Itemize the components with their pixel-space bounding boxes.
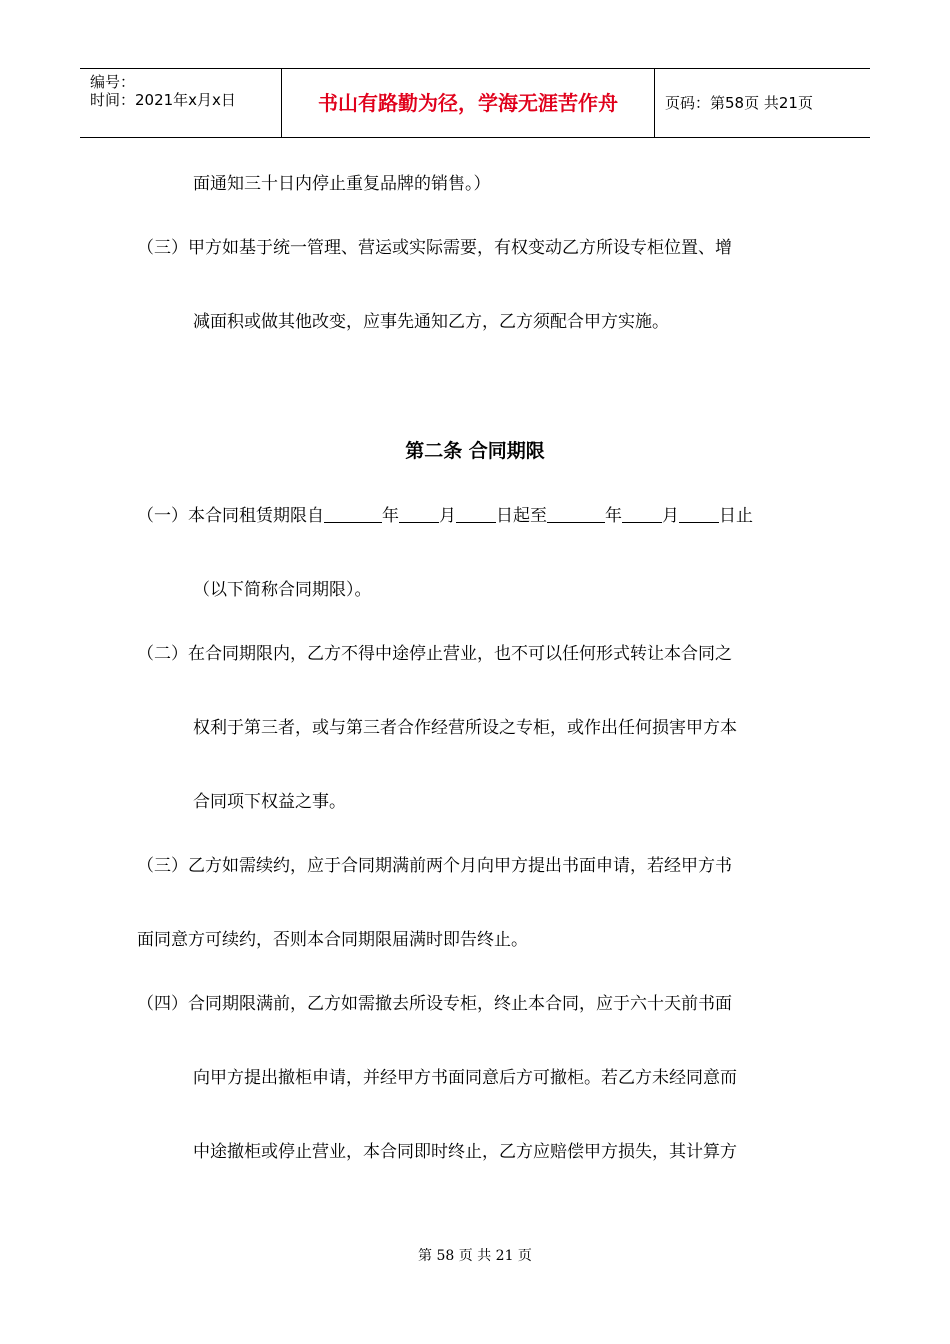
clause-term-line bbox=[137, 504, 753, 528]
paragraph-line: （三）甲方如基于统一管理、营运或实际需要，有权变动乙方所设专柜位置、增 bbox=[137, 238, 732, 258]
year-label: 年 bbox=[605, 506, 622, 526]
document-header bbox=[80, 68, 870, 138]
document-date-label: 时间：2021年x月x日 bbox=[90, 91, 236, 109]
header-page-cell bbox=[655, 69, 870, 137]
paragraph-line: 合同项下权益之事。 bbox=[193, 792, 346, 812]
year-label: 年 bbox=[382, 506, 399, 526]
header-motto: 书山有路勤为径，学海无涯苦作舟 bbox=[318, 91, 618, 115]
section-title: 第二条 合同期限 bbox=[405, 440, 545, 462]
blank-field[interactable] bbox=[622, 504, 662, 523]
paragraph-line: （四）合同期限满前，乙方如需撤去所设专柜，终止本合同，应于六十天前书面 bbox=[137, 994, 732, 1014]
document-number-label: 编号： bbox=[90, 73, 136, 91]
paragraph-line: （以下简称合同期限）。 bbox=[193, 580, 372, 600]
paragraph-line: （三）乙方如需续约，应于合同期满前两个月向甲方提出书面申请，若经甲方书 bbox=[137, 856, 732, 876]
blank-field[interactable] bbox=[324, 504, 382, 523]
paragraph-line: 中途撤柜或停止营业，本合同即时终止，乙方应赔偿甲方损失，其计算方 bbox=[193, 1142, 737, 1162]
blank-field[interactable] bbox=[456, 504, 496, 523]
header-motto-cell bbox=[282, 69, 655, 137]
month-label: 月 bbox=[439, 506, 456, 526]
paragraph-line: 面同意方可续约，否则本合同期限届满时即告终止。 bbox=[137, 930, 528, 950]
header-meta-cell bbox=[80, 69, 282, 137]
paragraph-line: 面通知三十日内停止重复品牌的销售。） bbox=[193, 174, 491, 194]
day-from-label: 日起至 bbox=[496, 506, 547, 526]
month-label: 月 bbox=[662, 506, 679, 526]
header-page-info: 页码：第58页 共21页 bbox=[665, 94, 813, 112]
paragraph-line: 权利于第三者，或与第三者合作经营所设之专柜，或作出任何损害甲方本 bbox=[193, 718, 737, 738]
day-to-label: 日止 bbox=[719, 506, 753, 526]
clause-prefix: （一）本合同租赁期限自 bbox=[137, 506, 324, 526]
paragraph-line: （二）在合同期限内，乙方不得中途停止营业，也不可以任何形式转让本合同之 bbox=[137, 644, 732, 664]
paragraph-line: 向甲方提出撤柜申请，并经甲方书面同意后方可撤柜。若乙方未经同意而 bbox=[193, 1068, 737, 1088]
page-footer: 第 58 页 共 21 页 bbox=[418, 1248, 532, 1264]
blank-field[interactable] bbox=[679, 504, 719, 523]
paragraph-line: 减面积或做其他改变，应事先通知乙方，乙方须配合甲方实施。 bbox=[193, 312, 669, 332]
blank-field[interactable] bbox=[399, 504, 439, 523]
blank-field[interactable] bbox=[547, 504, 605, 523]
